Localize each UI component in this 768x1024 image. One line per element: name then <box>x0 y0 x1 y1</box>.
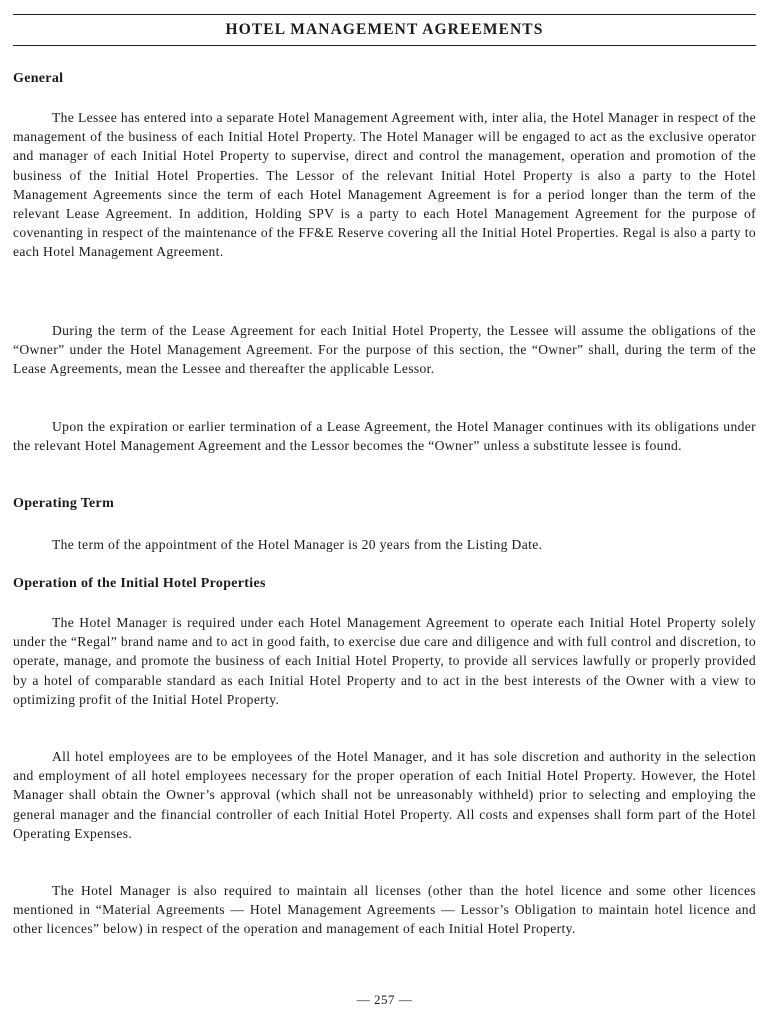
document-page <box>13 0 756 1024</box>
section-heading-operating-term: Operating Term <box>13 496 115 511</box>
section-heading-general: General <box>13 71 64 86</box>
paragraph-general-3: Upon the expiration or earlier termination of a Lease Agreement, the Hotel Manager continues with its obligations under the relevant Hotel Management Agreement and the Lessor becomes the “Owner” unless a substitute lessee is found. <box>13 419 756 454</box>
header-band <box>13 14 756 46</box>
paragraph-operation-2: All hotel employees are to be employees of the Hotel Manager, and it has sole discretion and authority in the selection and employment of all hotel employees necessary for the proper operation of each Initial Hotel Property. However, the Hotel Manager shall obtain the Owner’s approval (which shall not be unreasonably withheld) prior to selecting and employing the general manager and the financial controller of each Initial Hotel Property. All costs and expenses shall form part of the Hotel Operating Expenses. <box>13 749 756 841</box>
paragraph-general-2: During the term of the Lease Agreement for each Initial Hotel Property, the Lessee will assume the obligations of the “Owner” under the Hotel Management Agreement. For the purpose of this section, the “Owner” shall, during the term of the Lease Agreements, mean the Lessee and thereafter the applicable Lessor. <box>13 323 756 377</box>
paragraph-operation-3: The Hotel Manager is also required to maintain all licenses (other than the hotel licence and some other licences mentioned in “Material Agreements — Hotel Management Agreements — Lessor’s Obligation to maintain hotel licence and other licences” below) in respect of the operation and management of each Initial Hotel Property. <box>13 883 756 937</box>
paragraph-operation-1: The Hotel Manager is required under each Hotel Management Agreement to operate each Initial Hotel Property solely under the “Regal” brand name and to act in good faith, to exercise due care and diligence and with full control and discretion, to operate, manage, and promote the business of each Initial Hotel Property, to provide all services lawfully or properly provided by a hotel of comparable standard as each Initial Hotel Property and to act in the best interests of the Owner with a view to optimizing profit of the Initial Hotel Property. <box>13 615 756 707</box>
page-title: HOTEL MANAGEMENT AGREEMENTS <box>225 21 544 38</box>
page-number: — 257 — <box>356 992 413 1007</box>
section-heading-operation: Operation of the Initial Hotel Properties <box>13 576 266 591</box>
paragraph-general-1: The Lessee has entered into a separate Hotel Management Agreement with, inter alia, the Hotel Manager in respect of the management of the business of each Initial Hotel Property. The Hotel Manager will be engaged to act as the exclusive operator and manager of each Initial Hotel Property to supervise, direct and control the management, operation and promotion of the business of the Initial Hotel Properties. The Lessor of the relevant Initial Hotel Property is also a party to the Hotel Management Agreements since the term of each Hotel Management Agreement is for a period longer than the term of the relevant Lease Agreement. In addition, Holding SPV is a party to each Hotel Management Agreement for the purpose of covenanting in respect of the maintenance of the FF&E Reserve covering all the Initial Hotel Properties. Regal is also a party to each Hotel Management Agreement. <box>13 110 756 260</box>
paragraph-operating-term-1: The term of the appointment of the Hotel Manager is 20 years from the Listing Date. <box>52 537 543 552</box>
